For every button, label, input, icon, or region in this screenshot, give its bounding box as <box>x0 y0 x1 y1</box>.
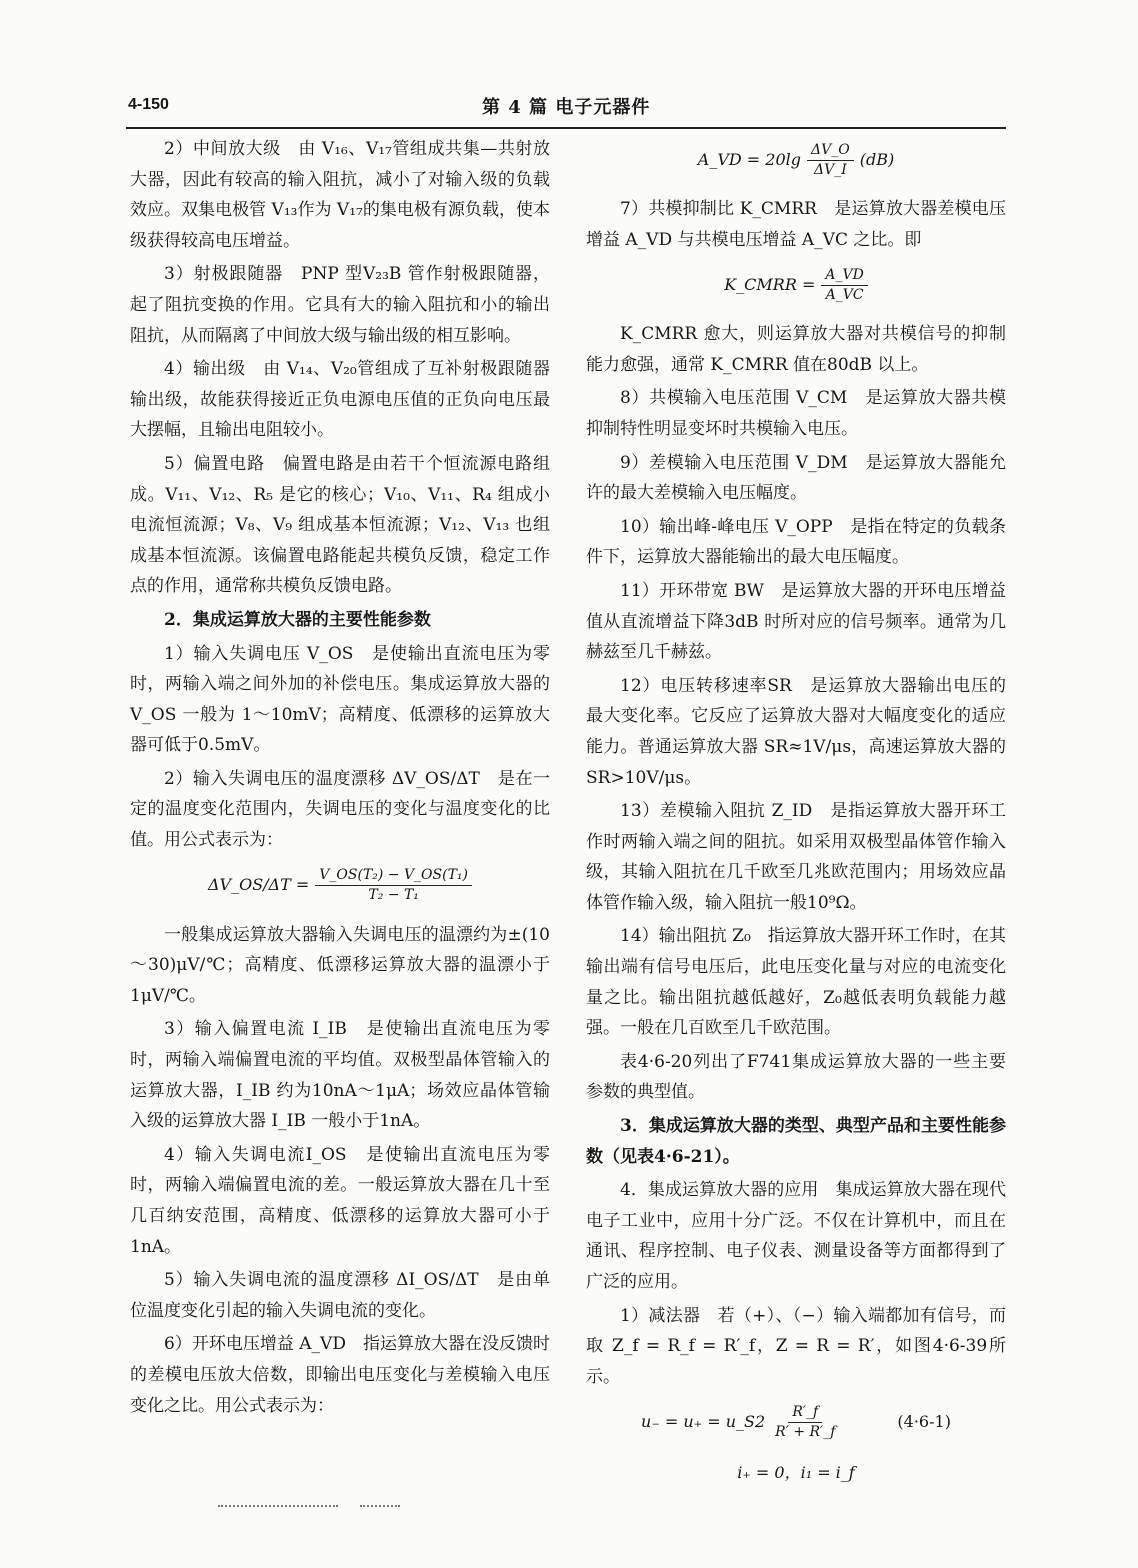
paragraph: 12）电压转移速率SR 是运算放大器输出电压的最大变化率。它反应了运算放大器对大幅度变化的适应能力。普通运算放大器 SR≈1V/μs，高速运算放大器的 SR>10V/μs。 <box>586 675 1006 788</box>
denominator: T₂ − T₁ <box>368 887 419 904</box>
paragraph: 4．集成运算放大器的应用 集成运算放大器在现代电子工业中，应用十分广泛。不仅在计算机中，而且在通讯、程序控制、电子仪表、测量设备等方面都得到了广泛的应用。 <box>586 1180 1006 1292</box>
right-column <box>586 134 1006 1498</box>
section-heading: 2．集成运算放大器的主要性能参数 <box>164 609 431 630</box>
paragraph: 4）输出级 由 V₁₄、V₂₀管组成了互补射极跟随器输出级，故能获得接近正负电源电压值的正负向电压最大摆幅，且输出电阻较小。 <box>130 359 550 441</box>
paragraph: 14）输出阻抗 Z₀ 指运算放大器开环工作时，在其输出端有信号电压后，此电压变化量与对应的电流变化量之比。输出阻抗越低越好，Z₀越低表明负载能力越强。一般在几百欧至几千欧范围。 <box>586 926 1006 1039</box>
fraction <box>821 266 867 305</box>
fraction <box>807 141 854 180</box>
formula-subtractor <box>586 1396 1006 1448</box>
paragraph: 1）减法器 若（+）、（−）输入端都加有信号，而取 Z_f = R_f = R′_f，Z = R = R′，如图4·6-39所示。 <box>586 1305 1006 1387</box>
denominator: ΔV_I <box>813 161 847 178</box>
numerator: ΔV_O <box>807 141 854 161</box>
footer-rule <box>360 1505 400 1507</box>
paragraph: 3）射极跟随器 PNP 型V₂₃B 管作射极跟随器，起了阻抗变换的作用。它具有大的输入阻抗和小的输出阻抗，从而隔离了中间放大级与输出级的相互影响。 <box>130 264 550 346</box>
header-rule <box>126 127 1006 129</box>
paragraph: 13）差模输入阻抗 Z_ID 是指运算放大器开环工作时两输入端之间的阻抗。如采用双极型晶体管作输入级，其输入阻抗在几千欧至几兆欧范围内；用场效应晶体管作输入级，输入阻抗一般10⁹Ω。 <box>586 801 1006 913</box>
left-column <box>130 134 550 1424</box>
paragraph: 6）开环电压增益 A_VD 指运算放大器在没反馈时的差模电压放大倍数，即输出电压变化与差模输入电压变化之比。用公式表示为： <box>130 1334 550 1416</box>
footer-rule <box>218 1505 338 1507</box>
formula-cmrr <box>586 259 1006 311</box>
paragraph: 7）共模抑制比 K_CMRR 是运算放大器差模电压增益 A_VD 与共模电压增益 A_VC 之比。即 <box>586 199 1006 250</box>
paragraph: 10）输出峰-峰电压 V_OPP 是指在特定的负载条件下，运算放大器能输出的最大电压幅度。 <box>586 516 1006 568</box>
paragraph: K_CMRR 愈大，则运算放大器对共模信号的抑制能力愈强，通常 K_CMRR 值在80dB 以上。 <box>586 324 1006 375</box>
formula-text: i₊ = 0，i₁ = i_f <box>737 1463 855 1483</box>
running-head: 第 4 篇 电子元器件 <box>482 97 651 118</box>
denominator: A_VC <box>825 286 864 303</box>
paragraph: 9）差模输入电压范围 V_DM 是运算放大器能允许的最大差模输入电压幅度。 <box>586 452 1006 504</box>
page-number: 4-150 <box>128 96 169 113</box>
denominator: R′ + R′_f <box>775 1423 836 1440</box>
paragraph: 一般集成运算放大器输入失调电压的温漂约为±(10～30)μV/℃；高精度、低漂移运算放大器的温漂小于1μV/℃。 <box>130 924 550 1006</box>
paragraph: 2）中间放大级 由 V₁₆、V₁₇管组成共集—共射放大器，因此有较高的输入阻抗，减小了对输入级的负载效应。双集电极管 V₁₃作为 V₁₇的集电极有源负载，使本级获得较高电压增益。 <box>130 139 550 251</box>
fraction <box>771 1403 839 1442</box>
fraction <box>315 866 472 905</box>
paragraph: 1）输入失调电压 V_OS 是使输出直流电压为零时，两输入端之间外加的补偿电压。集成运算放大器的 V_OS 一般为 1～10mV；高精度、低漂移的运算放大器可低于0.5mV。 <box>130 643 550 756</box>
paragraph: 5）偏置电路 偏置电路是由若干个恒流源电路组成。V₁₁、V₁₂、R₅ 是它的核心；V₁₀、V₁₁、R₄ 组成小电流恒流源；V₈、V₉ 组成基本恒流源；V₁₂、V₁₃ 也组成基本恒流源。该偏置电路能起共模负反馈，稳定工作点的作用，通常称共模负反馈电路。 <box>130 453 550 597</box>
formula-lhs: ΔV_OS/ΔT = <box>207 875 310 895</box>
formula-offset-drift <box>130 860 550 912</box>
formula-lhs: A_VD = 20lg <box>697 149 802 169</box>
numerator: A_VD <box>821 266 867 286</box>
formula-lhs: K_CMRR = <box>724 274 816 294</box>
paragraph: 11）开环带宽 BW 是运算放大器的开环电压增益值从直流增益下降3dB 时所对应的信号频率。通常为几赫兹至几千赫兹。 <box>586 580 1006 663</box>
formula-unit: (dB) <box>859 149 895 169</box>
paragraph: 3）输入偏置电流 I_IB 是使输出直流电压为零时，两输入端偏置电流的平均值。双极型晶体管输入的运算放大器，I_IB 约为10nA～1μA；场效应晶体管输入级的运算放大器 I_IB 一般小于1nA。 <box>130 1019 550 1132</box>
section-heading: 3．集成运算放大器的类型、典型产品和主要性能参数（见表4·6-21）。 <box>586 1116 1006 1167</box>
formula-currents <box>586 1456 1006 1490</box>
paragraph: 8）共模输入电压范围 V_CM 是运算放大器共模抑制特性明显变坏时共模输入电压。 <box>586 388 1006 439</box>
formula-gain <box>586 134 1006 186</box>
numerator: R′_f <box>788 1403 822 1423</box>
numerator: V_OS(T₂) − V_OS(T₁) <box>315 866 472 886</box>
formula-lhs: u₋ = u₊ = u_S2 <box>641 1412 766 1432</box>
equation-tag: (4·6-1) <box>897 1412 951 1432</box>
paragraph: 2）输入失调电压的温度漂移 ΔV_OS/ΔT 是在一定的温度变化范围内，失调电压的变化与温度变化的比值。用公式表示为： <box>130 768 550 851</box>
paragraph: 5）输入失调电流的温度漂移 ΔI_OS/ΔT 是由单位温度变化引起的输入失调电流的变化。 <box>130 1270 550 1321</box>
paragraph: 表4·6-20列出了F741集成运算放大器的一些主要参数的典型值。 <box>586 1051 1006 1103</box>
paragraph: 4）输入失调电流I_OS 是使输出直流电压为零时，两输入端偏置电流的差。一般运算放大器在几十至几百纳安范围，高精度、低漂移的运算放大器可小于1nA。 <box>130 1144 550 1257</box>
